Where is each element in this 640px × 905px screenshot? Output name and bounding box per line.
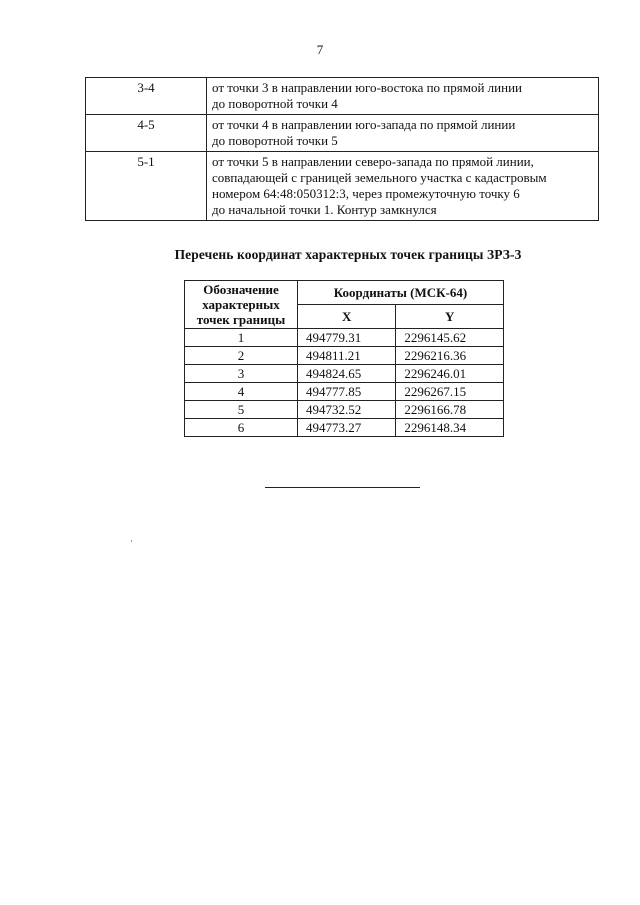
end-divider-line [265,487,420,488]
table-row [185,401,504,419]
point-number: 3 [185,365,298,383]
segment-description-line: совпадающей с границей земельного участка с кадастровым [212,170,547,185]
point-number: 5 [185,401,298,419]
page-number: 7 [316,42,324,57]
scan-speck [131,540,132,542]
table-row [185,419,504,437]
coordinates-table [184,280,504,437]
segment-description-line: до поворотной точки 5 [212,133,338,148]
x-value: 494811.21 [298,347,396,365]
point-number: 6 [185,419,298,437]
segment-id: 3-4 [86,78,207,115]
table-row [86,78,599,115]
segment-description-line: номером 64:48:050312:3, через промежуточную точку 6 [212,186,520,201]
segment-description [207,115,599,152]
table-row [185,329,504,347]
y-value: 2296246.01 [396,365,504,383]
segment-description-line: от точки 3 в направлении юго-востока по прямой линии [212,80,522,95]
segment-description-line: до начальной точки 1. Контур замкнулся [212,202,437,217]
y-value: 2296267.15 [396,383,504,401]
point-number: 4 [185,383,298,401]
coordinates-group-header: Координаты (МСК-64) [298,281,504,305]
segment-description-line: от точки 5 в направлении северо-запада по прямой линии, [212,154,534,169]
table-row [86,152,599,221]
coordinates-heading: Перечень координат характерных точек границы ЗРЗ-3 [174,247,522,262]
table-header-row [185,281,504,305]
table-row [185,365,504,383]
segment-description-line: до поворотной точки 4 [212,96,338,111]
y-column-header: Y [396,305,504,329]
segment-id: 5-1 [86,152,207,221]
segment-id: 4-5 [86,115,207,152]
table-row [185,383,504,401]
x-column-header: X [298,305,396,329]
segment-description [207,78,599,115]
y-value: 2296216.36 [396,347,504,365]
segment-description-line: от точки 4 в направлении юго-запада по прямой линии [212,117,516,132]
x-value: 494824.65 [298,365,396,383]
point-number: 1 [185,329,298,347]
y-value: 2296166.78 [396,401,504,419]
x-value: 494777.85 [298,383,396,401]
point-name-header: Обозначение характерных точек границы [185,281,298,329]
point-number: 2 [185,347,298,365]
x-value: 494779.31 [298,329,396,347]
table-row [185,347,504,365]
x-value: 494773.27 [298,419,396,437]
table-row [86,115,599,152]
x-value: 494732.52 [298,401,396,419]
y-value: 2296145.62 [396,329,504,347]
segment-description [207,152,599,221]
boundary-segments-table [85,77,599,221]
y-value: 2296148.34 [396,419,504,437]
